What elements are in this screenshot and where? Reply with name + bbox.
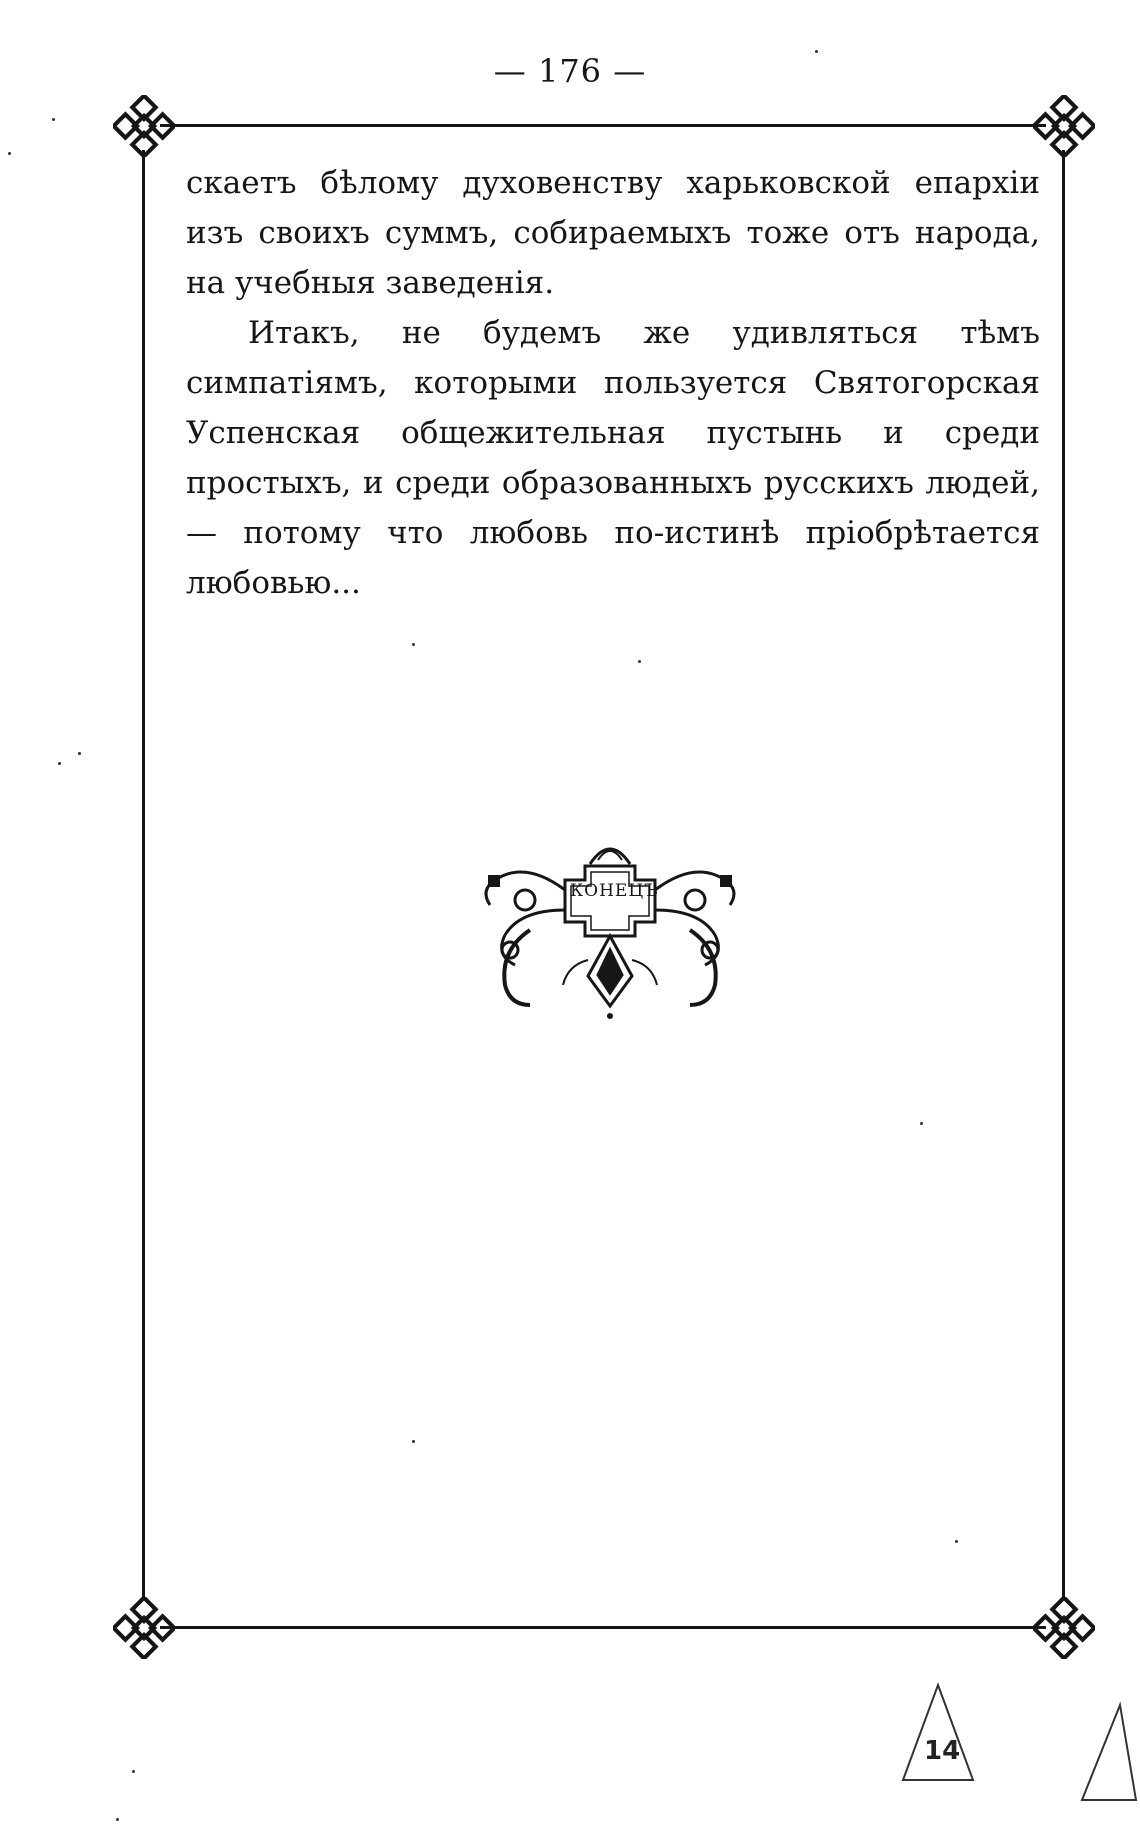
speck (955, 1540, 958, 1543)
speck (78, 752, 81, 755)
corner-knot-icon (1033, 95, 1095, 157)
speck (116, 1818, 119, 1821)
paragraph: Итакъ, не будемъ же удивляться тѣмъ симпатіямъ, которыми пользуется Святогорская Успенская общежительная пустынь и среди простыхъ, и среди образованныхъ русскихъ людей, — потому что любовь по-истинѣ пріобрѣтается любовью... (186, 315, 1040, 601)
frame-left-rule (142, 150, 145, 1600)
frame-bottom-rule (160, 1626, 1046, 1629)
corner-knot-icon (1033, 1597, 1095, 1659)
stamp-label: 14 (924, 1736, 961, 1766)
speck (412, 643, 415, 646)
speck (815, 50, 818, 53)
body-text (186, 158, 1040, 608)
frame-right-rule (1062, 150, 1065, 1600)
speck (58, 762, 61, 765)
speck (52, 118, 55, 121)
triangle-stamp-icon (898, 1680, 978, 1790)
frame-top-rule (160, 124, 1046, 127)
end-vignette (470, 820, 750, 1020)
corner-knot-icon (113, 1597, 175, 1659)
paragraph: скаетъ бѣлому духовенству харьковской епархіи изъ своихъ суммъ, собираемыхъ тоже отъ народа, на учебныя заведенія. (186, 165, 1040, 301)
speck (412, 1440, 415, 1443)
vignette-label: КОНЕЦЪ (570, 881, 659, 901)
speck (920, 1122, 923, 1125)
triangle-stamp-icon (1080, 1700, 1138, 1810)
speck (638, 660, 641, 663)
ornamental-endpiece-icon (470, 820, 750, 1020)
corner-knot-icon (113, 95, 175, 157)
page-number: — 176 — (493, 52, 647, 90)
speck (132, 1770, 135, 1773)
speck (8, 152, 11, 155)
